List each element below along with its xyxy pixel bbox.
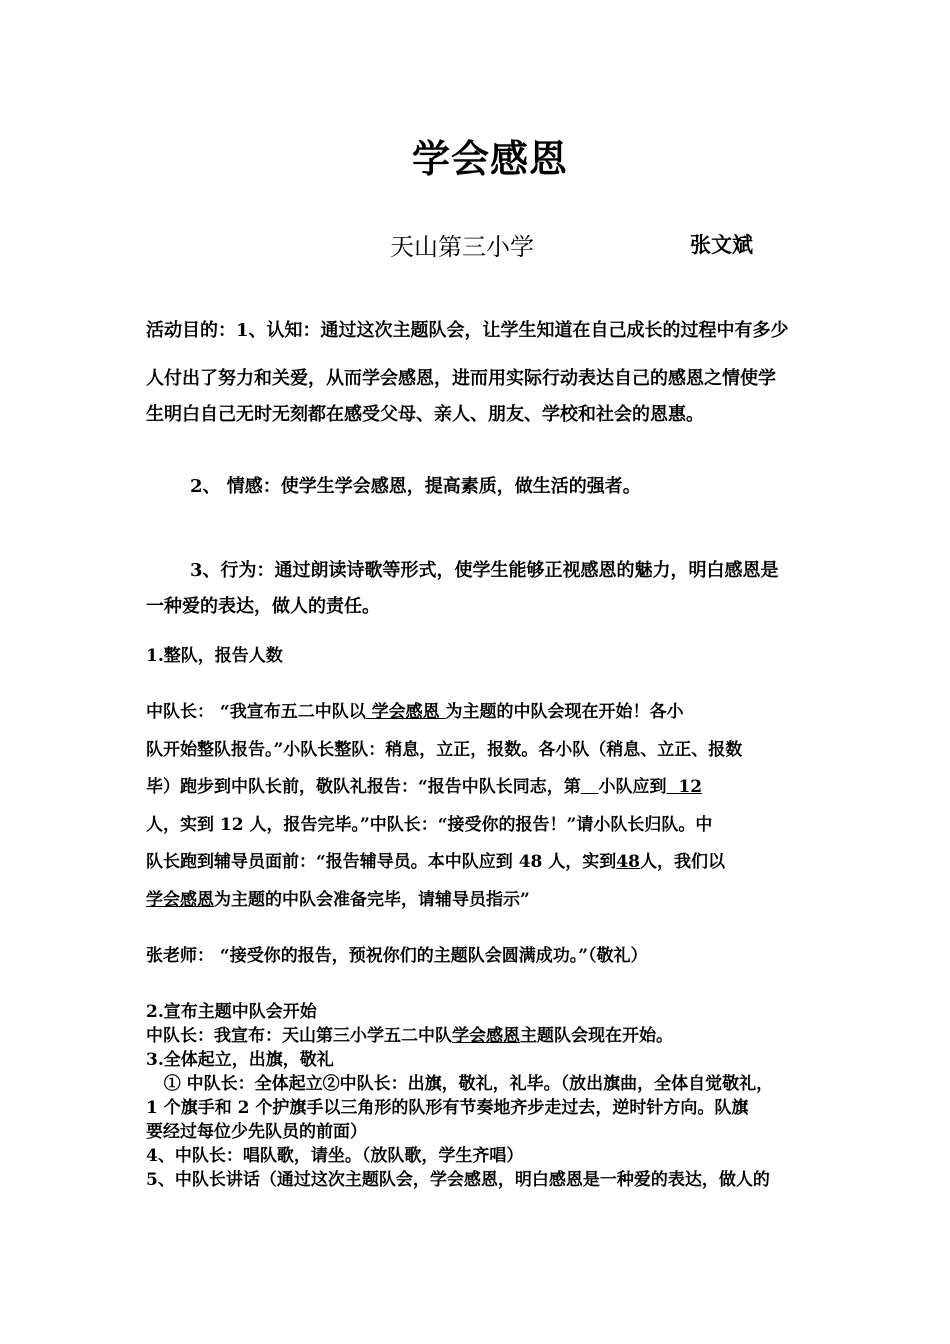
- step3-line1: ① 中队长：全体起立②中队长：出旗，敬礼，礼毕。（放出旗曲，全体自觉敬礼，: [146, 1074, 774, 1094]
- step5-line: 5、中队长讲话（通过这次主题队会，学会感恩，明白感恩是一种爱的表达，做人的: [146, 1170, 770, 1190]
- step1-heading: 1.整队，报告人数: [146, 646, 283, 666]
- purpose-item3-line1: [190, 556, 779, 582]
- step1-line1: [146, 697, 684, 722]
- purpose-item1-text: 、认知：通过这次主题队会，让学生知道在自己成长的过程中有多少: [248, 320, 789, 341]
- purpose-item1-number: 1: [236, 320, 249, 341]
- step1-line3-a: 毕）跑步到中队长前，敬队礼报告：“报告中队长同志，第: [146, 777, 581, 797]
- step3-line2: 1 个旗手和 2 个护旗手以三角形的队形有节奏地齐步走过去，逆时针方向。队旗: [146, 1098, 749, 1118]
- expected-count: 12: [666, 777, 703, 797]
- author-name: 张文斌: [690, 232, 753, 257]
- step1-line5-a: 队长跑到辅导员面前：“报告辅导员。本中队应到 48 人，实到: [146, 852, 617, 872]
- step2-line1-b: 主题队会现在开始。: [520, 1026, 673, 1046]
- step3-heading: 3.全体起立，出旗，敬礼: [146, 1050, 334, 1070]
- purpose-item2-text: 、 情感：使学生学会感恩，提高素质，做生活的强者。: [202, 476, 641, 497]
- step1-line5-b: 人，我们以: [639, 852, 725, 872]
- purpose-item3-text: 、行为：通过朗读诗歌等形式，使学生能够正视感恩的魅力，明白感恩是: [202, 560, 779, 581]
- purpose-item2: [190, 472, 641, 498]
- purpose-item3-number: 3: [190, 560, 203, 581]
- step1-line3: [146, 772, 702, 797]
- theme-underlined-3: 学会感恩: [452, 1026, 520, 1046]
- step1-line6-b: 为主题的中队会准备完毕，请辅导员指示”: [214, 890, 530, 910]
- step2-line1-a: 中队长：我宣布：天山第三小学五二中队: [146, 1026, 452, 1046]
- purpose-label: 活动目的：: [146, 320, 236, 341]
- step1-line5: [146, 847, 725, 872]
- step2-line1: [146, 1024, 816, 1048]
- purpose-item1-line2: 人付出了努力和关爱，从而学会感恩，进而用实际行动表达自己的感恩之情使学: [146, 368, 776, 389]
- step1-line4: 人，实到 12 人，报告完毕。”中队长：“接受你的报告！”请小队长归队。中: [146, 815, 713, 835]
- step4-line: 4、中队长：唱队歌，请坐。（放队歌，学生齐唱）: [146, 1146, 524, 1166]
- school-name: 天山第三小学: [390, 233, 534, 261]
- step3-line3: 要经过每位少先队员的前面）: [146, 1122, 367, 1142]
- teacher-reply: 张老师： “接受你的报告，预祝你们的主题队会圆满成功。”（敬礼）: [146, 946, 648, 966]
- purpose-item1-line3: 生明白自己无时无刻都在感受父母、亲人、朋友、学校和社会的恩惠。: [146, 404, 704, 425]
- purpose-item1-line1: [146, 316, 789, 342]
- purpose-item3-line2: 一种爱的表达，做人的责任。: [146, 596, 380, 617]
- step1-line3-b: 小队应到: [598, 777, 667, 797]
- purpose-item2-number: 2: [190, 476, 203, 497]
- step2-heading: 2.宣布主题中队会开始: [146, 1002, 317, 1022]
- step1-line1-b: 为主题的中队会现在开始！各小: [445, 702, 684, 722]
- step1-line6: [146, 885, 530, 910]
- present-count: 48: [616, 852, 640, 872]
- theme-underlined-2: 学会感恩: [146, 890, 214, 910]
- step1-line2: 队开始整队报告。”小队长整队：稍息，立正，报数。各小队（稍息、立正、报数: [146, 740, 743, 760]
- team-number-blank: [581, 777, 599, 797]
- step1-line1-a: 中队长： “我宣布五二中队以: [146, 702, 366, 722]
- steps-block: [146, 1000, 816, 1192]
- theme-underlined: 学会感恩: [365, 702, 446, 722]
- page-title: 学会感恩: [411, 136, 568, 181]
